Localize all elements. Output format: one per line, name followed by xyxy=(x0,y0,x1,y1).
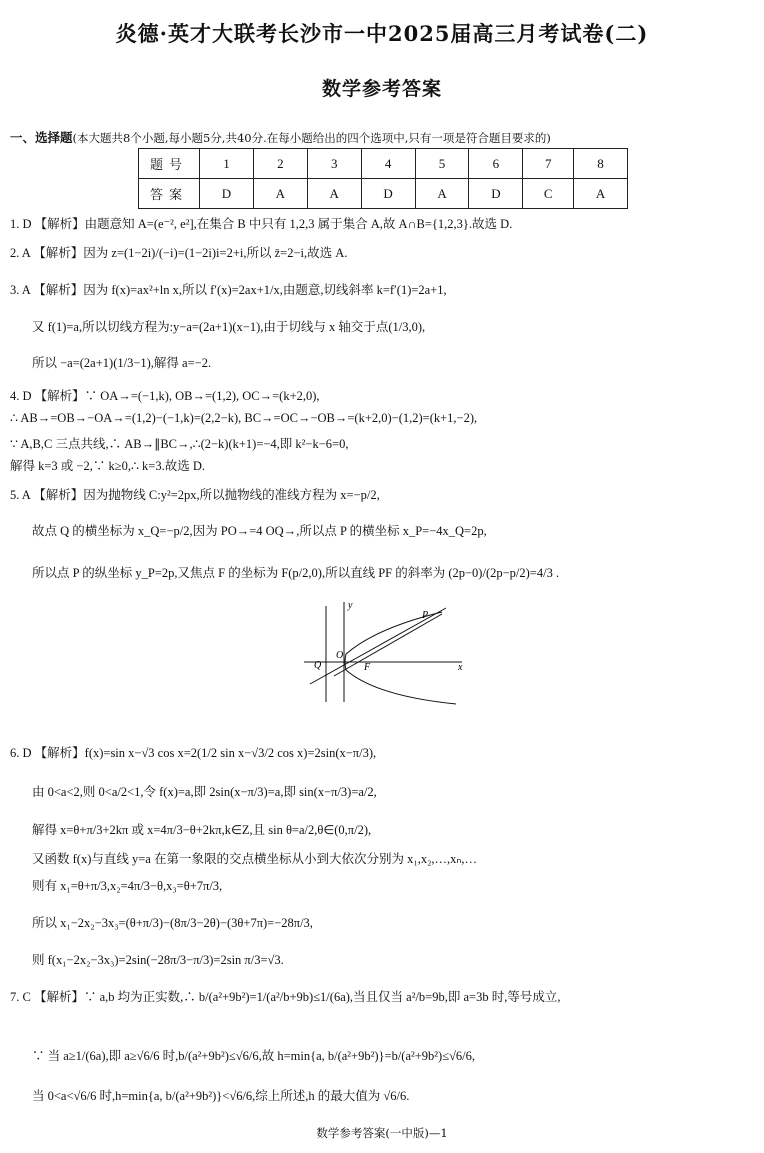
solution-line: 又函数 f(x)与直线 y=a 在第一象限的交点横坐标从小到大依次分别为 x₁,x₂,…,xₙ,… xyxy=(32,852,478,866)
table-header-cell: 题号 xyxy=(139,149,200,179)
table-cell: D xyxy=(469,179,523,209)
solution-line: 则 f(x₁−2x₂−3x₃)=2sin(−28π/3−π/3)=2sin π/3=√3. xyxy=(32,953,284,967)
table-cell: 4 xyxy=(361,149,415,179)
table-cell: 1 xyxy=(200,149,254,179)
solution-line: 解得 x=θ+π/3+2kπ 或 x=4π/3−θ+2kπ,k∈Z,且 sin θ=a/2,θ∈(0,π/2), xyxy=(32,823,372,837)
solution-line: 则有 x₁=θ+π/3,x₂=4π/3−θ,x₃=θ+7π/3, xyxy=(32,879,223,893)
page-subtitle: 数学参考答案 xyxy=(321,78,442,100)
table-cell: A xyxy=(415,179,469,209)
table-cell: 2 xyxy=(253,149,307,179)
solution-line: 4. D 【解析】∵ OA→=(−1,k), OB→=(1,2), OC→=(k+2,0), xyxy=(10,389,320,403)
point-q-label: Q xyxy=(314,660,322,671)
table-cell: A xyxy=(574,179,628,209)
solution-line: ∵ A,B,C 三点共线,∴ AB→∥BC→,∴(2−k)(k+1)=−4,即 k²−k−6=0, xyxy=(10,437,349,451)
solution-line: 当 0<a<√6/6 时,h=min{a, b/(a²+9b²)}<√6/6,综上所述,h 的最大值为 √6/6. xyxy=(32,1089,410,1103)
page-title: 炎德·英才大联考长沙市一中2025届高三月考试卷(二) xyxy=(115,21,649,46)
table-row xyxy=(139,149,628,179)
solution-line: 故点 Q 的横坐标为 x_Q=−p/2,因为 PO→=4 OQ→,所以点 P 的横坐标 x_P=−4x_Q=2p, xyxy=(32,524,487,538)
solution-line: 5. A 【解析】因为抛物线 C:y²=2px,所以抛物线的准线方程为 x=−p/2, xyxy=(10,488,380,502)
solution-line: 解得 k=3 或 −2,∵ k≥0,∴ k=3.故选 D. xyxy=(10,459,205,473)
parabola-graph xyxy=(296,598,468,708)
table-cell: A xyxy=(307,179,361,209)
solution-line: ∴ AB→=OB→−OA→=(1,2)−(−1,k)=(2,2−k), BC→=OC→−OB→=(k+2,0)−(1,2)=(k+1,−2), xyxy=(10,411,478,425)
section-note: (本大题共8个小题,每小题5分,共40分.在每小题给出的四个选项中,只有一项是符合题目要求的) xyxy=(72,131,551,145)
point-f-label: F xyxy=(364,662,371,673)
solution-line: 又 f(1)=a,所以切线方程为:y−a=(2a+1)(x−1),由于切线与 x 轴交于点(1/3,0), xyxy=(32,320,426,334)
page-footer: 数学参考答案(一中版)—1 xyxy=(316,1126,448,1140)
section-heading xyxy=(10,128,760,146)
table-cell: 6 xyxy=(469,149,523,179)
y-axis-label: y xyxy=(348,600,353,611)
table-row xyxy=(139,179,628,209)
solution-line: 所以 −a=(2a+1)(1/3−1),解得 a=−2. xyxy=(32,356,212,370)
table-cell: 8 xyxy=(574,149,628,179)
solution-line: ∵ 当 a≥1/(6a),即 a≥√6/6 时,b/(a²+9b²)≤√6/6,故 h=min{a, b/(a²+9b²)}=b/(a²+9b²)≤√6/6, xyxy=(32,1049,476,1063)
point-o-label: O xyxy=(336,650,344,661)
x-axis-label: x xyxy=(458,662,463,673)
solution-line: 7. C 【解析】∵ a,b 均为正实数,∴ b/(a²+9b²)=1/(a²/b+9b)≤1/(6a),当且仅当 a²/b=9b,即 a=3b 时,等号成立, xyxy=(10,990,561,1004)
solution-line: 2. A 【解析】因为 z=(1−2i)/(−i)=(1−2i)i=2+i,所以 z̄=2−i,故选 A. xyxy=(10,246,348,260)
line-pf xyxy=(334,614,442,676)
table-cell: A xyxy=(253,179,307,209)
parabola-curve xyxy=(345,612,456,704)
table-cell: D xyxy=(361,179,415,209)
solution-line: 6. D 【解析】f(x)=sin x−√3 cos x=2(1/2 sin x−√3/2 cos x)=2sin(x−π/3), xyxy=(10,746,377,760)
table-header-cell: 答案 xyxy=(139,179,200,209)
table-cell: D xyxy=(200,179,254,209)
solution-line: 1. D 【解析】由题意知 A=(e⁻², e²],在集合 B 中只有 1,2,3 属于集合 A,故 A∩B={1,2,3}.故选 D. xyxy=(10,217,513,231)
table-cell: 7 xyxy=(523,149,574,179)
solution-line: 3. A 【解析】因为 f(x)=ax²+ln x,所以 f′(x)=2ax+1/x,由题意,切线斜率 k=f′(1)=2a+1, xyxy=(10,283,447,297)
table-cell: 3 xyxy=(307,149,361,179)
section-label: 一、选择题 xyxy=(10,130,73,145)
point-p-label: P xyxy=(422,610,429,621)
table-cell: C xyxy=(523,179,574,209)
answer-table xyxy=(138,148,628,209)
solution-line: 由 0<a<2,则 0<a/2<1,令 f(x)=a,即 2sin(x−π/3)=a,即 sin(x−π/3)=a/2, xyxy=(32,785,377,799)
table-cell: 5 xyxy=(415,149,469,179)
solution-line: 所以点 P 的纵坐标 y_P=2p,又焦点 F 的坐标为 F(p/2,0),所以直线 PF 的斜率为 (2p−0)/(2p−p/2)=4/3 . xyxy=(32,566,560,580)
solution-line: 所以 x₁−2x₂−3x₃=(θ+π/3)−(8π/3−2θ)−(3θ+7π)=−28π/3, xyxy=(32,916,313,930)
